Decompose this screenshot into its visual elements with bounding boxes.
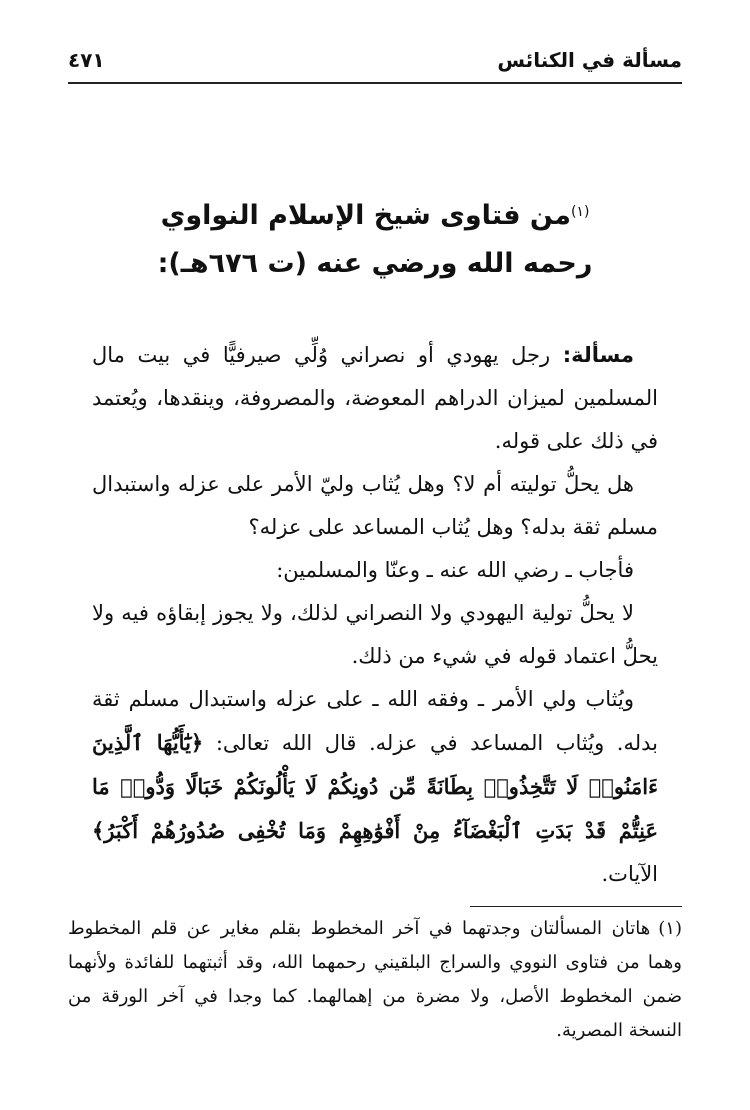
heading-line-1-text: من فتاوى شيخ الإسلام النواوي — [160, 200, 571, 231]
section-heading — [68, 192, 682, 288]
running-title: مسألة في الكنائس — [497, 48, 682, 72]
footnote-number: (١) — [658, 918, 682, 939]
verse-after: الآيات. — [601, 862, 658, 886]
question-text: رجل يهودي أو نصراني وُلِّي صيرفيًّا في بيت مال المسلمين لميزان الدراهم المعوضة، والمصروفة، وينقدها، ويُعتمد في ذلك على قوله. — [92, 343, 658, 453]
answer-paragraph-1: لا يحلُّ تولية اليهودي ولا النصراني لذلك، ولا يجوز إبقاؤه فيه ولا يحلُّ اعتماد قوله في شيء من ذلك. — [92, 601, 658, 668]
footnote-text: هاتان المسألتان وجدتهما في آخر المخطوط بقلم مغاير عن قلم المخطوط وهما من فتاوى النووي والسراج البلقيني رحمهما الله، وقد أثبتهما للفائدة ولأنهما ضمن المخطوط الأصل، ولا مضرة من إهمالهما. كما وجدا في آخر الورقة من النسخة المصرية. — [68, 918, 682, 1041]
heading-line-2: رحمه الله ورضي عنه (ت ٦٧٦هـ): — [157, 248, 593, 279]
question-label: مسألة: — [562, 343, 634, 367]
question-paragraph-2: هل يحلُّ توليته أم لا؟ وهل يُثاب وليّ الأمر على عزله واستبدال مسلم ثقة بدله؟ وهل يُثاب المساعد على عزله؟ — [92, 472, 658, 539]
answer-paragraph-2 — [92, 678, 658, 896]
heading-footnote-marker[interactable]: (١) — [570, 204, 590, 220]
answer-intro: فأجاب ـ رضي الله عنه ـ وعنّا والمسلمين: — [276, 558, 634, 582]
quran-verse: ﴿يَٰٓأَيُّهَا ٱلَّذِينَ ءَامَنُوا۟ لَا تَتَّخِذُوا۟ بِطَانَةً مِّن دُونِكُمْ لَا يَأْلُونَكُمْ خَبَالًا وَدُّوا۟ مَا عَنِتُّمْ قَدْ بَدَتِ ٱلْبَغْضَآءُ مِنْ أَفْوَٰهِهِمْ وَمَا تُخْفِى صُدُورُهُمْ أَكْبَرُ﴾ — [92, 730, 658, 843]
running-header — [68, 40, 682, 84]
footnote — [68, 912, 682, 1048]
main-text — [92, 334, 658, 896]
footnote-divider — [470, 906, 682, 907]
page-number: ٤٧١ — [68, 48, 105, 72]
answer-paragraph-2-text: ويُثاب ولي الأمر ـ وفقه الله ـ على عزله واستبدال مسلم ثقة بدله. ويُثاب المساعد في عزله. قال الله تعالى: — [92, 687, 658, 755]
question-paragraph — [92, 334, 658, 463]
heading-line-1 — [68, 192, 682, 240]
